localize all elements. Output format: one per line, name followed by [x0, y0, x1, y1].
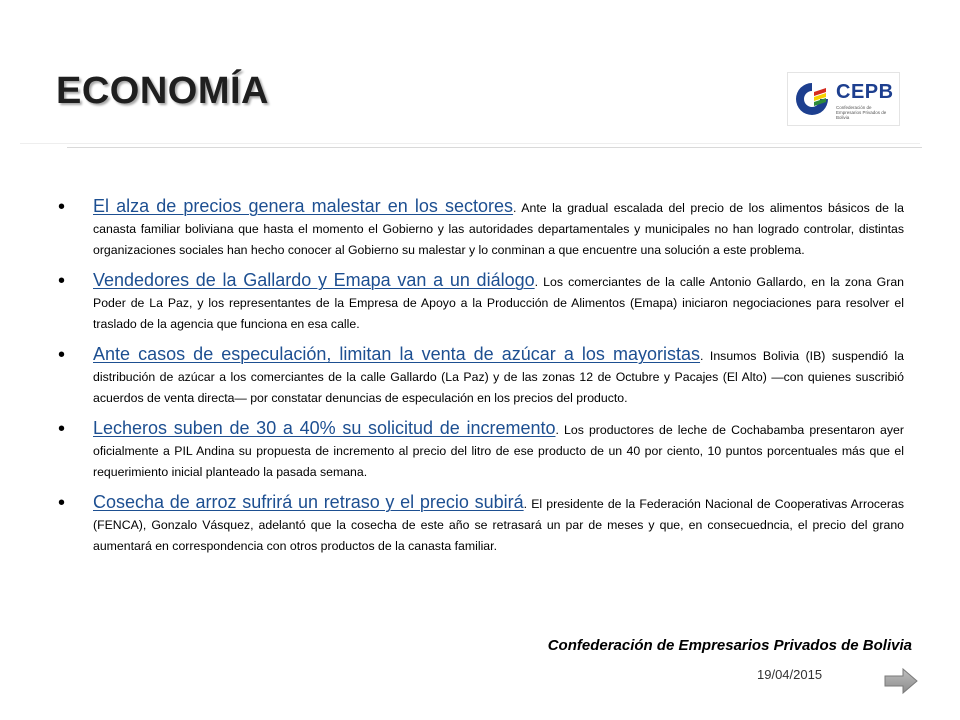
logo-subtitle: Confederación de Empresarios Privados de Bolivia [836, 105, 887, 120]
cepb-logo [787, 72, 900, 126]
news-headline-link[interactable]: Lecheros suben de 30 a 40% su solicitud de incremento [93, 418, 556, 438]
news-item [58, 492, 904, 557]
arrow-right-icon[interactable] [883, 666, 919, 696]
cepb-logo-mark-icon [792, 79, 832, 119]
news-headline-link[interactable]: Vendedores de la Gallardo y Emapa van a un diálogo [93, 270, 535, 290]
page-title: ECONOMÍA [56, 70, 269, 112]
header-divider-light [20, 143, 920, 144]
news-headline-link[interactable]: El alza de precios genera malestar en los sectores [93, 196, 514, 216]
news-item [58, 344, 904, 409]
news-body: . Los productores de leche de Cochabamba presentaron ayer oficialmente a PIL Andina su propuesta de incremento al precio del litro de ese producto de un 40 por ciento, 10 puntos porcentuales más que el requerimiento inicial planteado la pasada semana. [93, 423, 904, 479]
news-item [58, 196, 904, 261]
news-body: . Los comerciantes de la calle Antonio Gallardo, en la zona Gran Poder de La Paz, y los representantes de la Empresa de Apoyo a la Producción de Alimentos (Emapa) iniciaron negociaciones para resolver el traslado de la agencia que funciona en esa calle. [93, 275, 905, 331]
news-item [58, 418, 904, 483]
news-body: . Insumos Bolivia (IB) suspendió la distribución de azúcar a los comerciantes de la calle Gallardo (La Paz) y de las zonas 12 de Octubre y Pacajes (El Alto) —con quienes suscribió acuerdos de venta directa— por constatar denuncias de especulación en los precios del producto. [93, 349, 904, 405]
footer-date: 19/04/2015 [757, 667, 823, 682]
news-headline-link[interactable]: Cosecha de arroz sufrirá un retraso y el precio subirá [93, 492, 524, 512]
news-list [58, 196, 904, 566]
news-body: . El presidente de la Federación Nacional de Cooperativas Arroceras (FENCA), Gonzalo Vásquez, adelantó que la cosecha de este año se retrasará un par de meses y que, en consecuedncia, el precio del grano aumentará en correspondencia con otros productos de la canasta familiar. [93, 497, 904, 553]
news-headline-link[interactable]: Ante casos de especulación, limitan la venta de azúcar a los mayoristas [93, 344, 701, 364]
logo-wordmark: CEPB [836, 81, 894, 103]
news-item [58, 270, 904, 335]
footer-organization: Confederación de Empresarios Privados de Bolivia [547, 637, 912, 654]
news-body: . Ante la gradual escalada del precio de los alimentos básicos de la canasta familiar boliviana que hasta el momento el Gobierno y las autoridades departamentales y municipales no han logrado controlar, distintas organizaciones sociales han hecho conocer al Gobierno su malestar y lo conminan a que encuentre una solución a este problema. [93, 201, 905, 257]
header-divider [67, 147, 922, 148]
